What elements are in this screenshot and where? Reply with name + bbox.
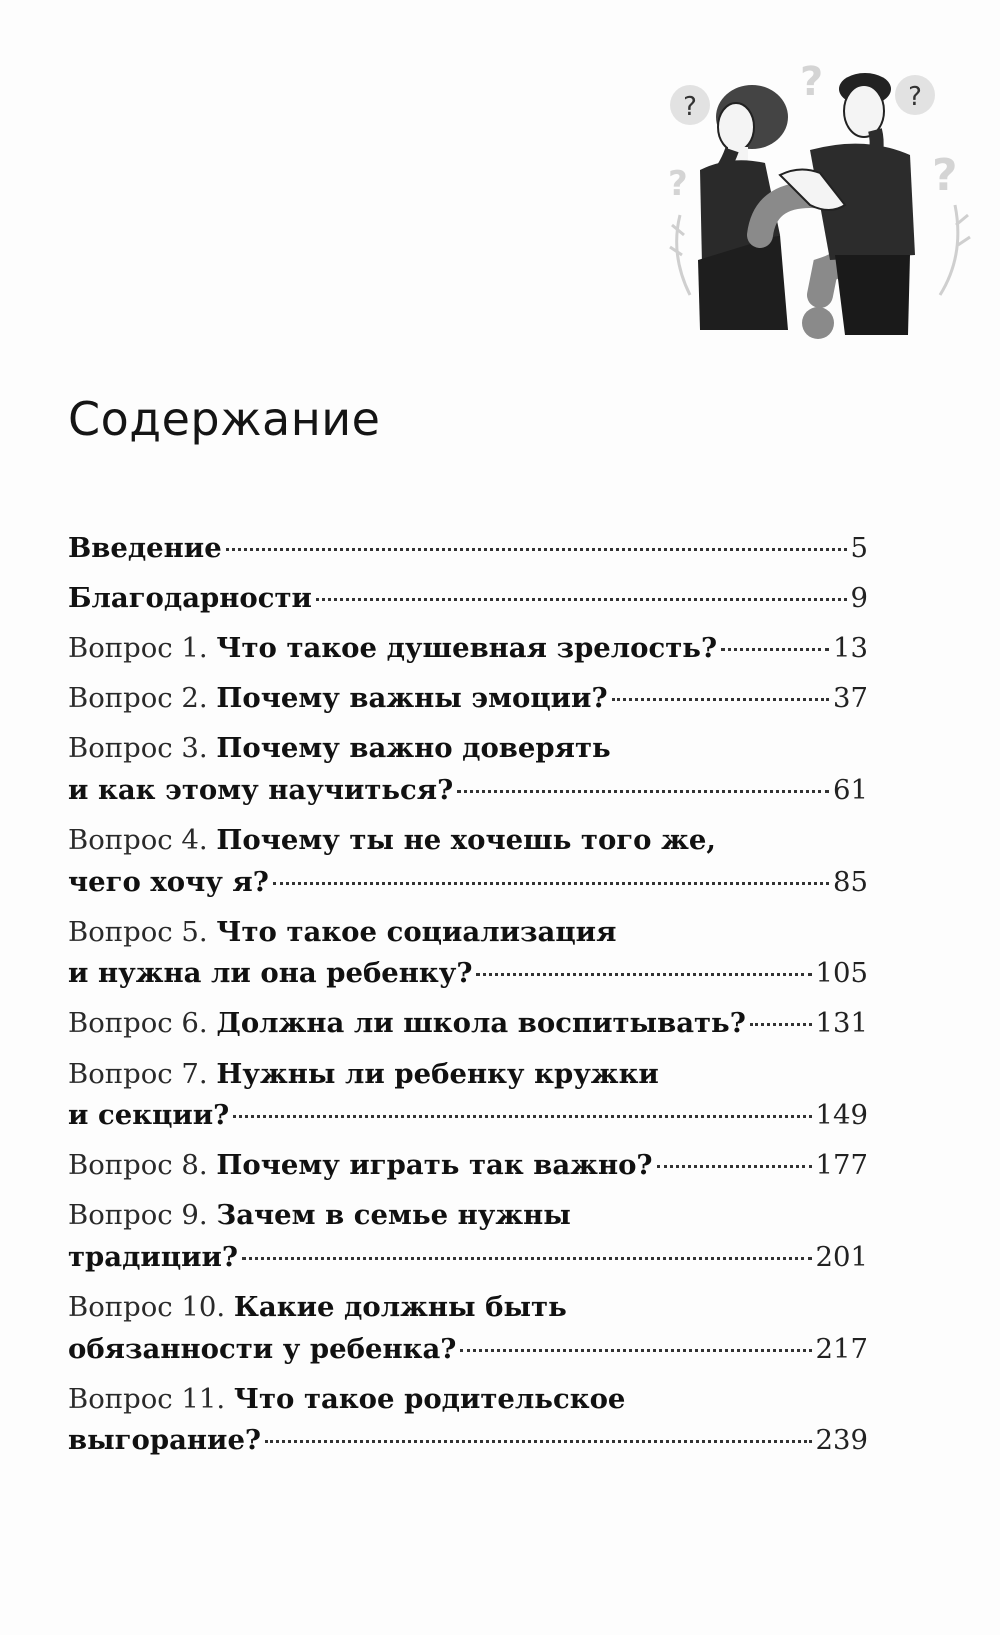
toc-entry-line — [68, 912, 868, 954]
question-number: Вопрос 7. — [68, 1057, 208, 1090]
page-number: 105 — [815, 957, 868, 990]
entry-title: Зачем в семье нужны — [216, 1199, 571, 1232]
dot-leader — [233, 1115, 811, 1118]
toc-entry — [68, 1054, 868, 1137]
entry-title: Благодарности — [68, 582, 312, 615]
toc-entry-line — [68, 1287, 868, 1329]
toc-entry-line — [68, 528, 868, 570]
entry-title: Что такое социализация — [216, 915, 617, 948]
question-number: Вопрос 3. — [68, 732, 208, 765]
toc-entry — [68, 1145, 868, 1187]
page-number: 13 — [833, 632, 868, 665]
toc-entry-line — [68, 1003, 868, 1045]
page-number: 85 — [833, 865, 868, 898]
toc-entry-line — [68, 1379, 868, 1421]
entry-title: Нужны ли ребенку кружки — [216, 1057, 659, 1090]
entry-title-continued: и нужна ли она ребенку? — [68, 957, 473, 990]
dot-leader — [721, 648, 829, 651]
dot-leader — [476, 973, 811, 976]
toc-entry-line — [68, 1329, 868, 1371]
toc-entry-line — [68, 628, 868, 670]
toc-entry — [68, 628, 868, 670]
page-number: 201 — [815, 1240, 868, 1273]
dot-leader — [750, 1023, 812, 1026]
question-number: Вопрос 4. — [68, 824, 208, 857]
toc-entry-line — [68, 578, 868, 620]
toc-entry-line — [68, 1195, 868, 1237]
question-number: Вопрос 8. — [68, 1149, 208, 1182]
toc-entry-line — [68, 1095, 868, 1137]
toc-entry — [68, 528, 868, 570]
two-people-thinking-illustration — [670, 55, 970, 355]
dot-leader — [242, 1257, 811, 1260]
dot-leader — [265, 1440, 811, 1443]
question-mark-small-icon: ? — [800, 59, 824, 105]
question-mark-small-icon: ? — [668, 164, 688, 204]
entry-title: Должна ли школа воспитывать? — [216, 1007, 746, 1040]
page-number: 217 — [815, 1332, 868, 1365]
table-of-contents — [68, 528, 868, 1470]
dot-leader — [273, 882, 829, 885]
toc-entry — [68, 1195, 868, 1278]
question-bubble-right-icon — [895, 75, 935, 115]
question-mark-small-icon: ? — [932, 150, 958, 201]
question-number: Вопрос 1. — [68, 632, 208, 665]
entry-title-continued: и как этому научиться? — [68, 773, 454, 806]
toc-entry — [68, 1287, 868, 1370]
toc-entry-line — [68, 728, 868, 770]
question-number: Вопрос 2. — [68, 682, 208, 715]
dot-leader — [457, 790, 829, 793]
entry-title: Что такое душевная зрелость? — [216, 632, 718, 665]
page-number: 5 — [850, 532, 868, 564]
question-number: Вопрос 9. — [68, 1199, 208, 1232]
entry-title-continued: традиции? — [68, 1240, 239, 1273]
dot-leader — [316, 598, 847, 601]
entry-title-continued: выгорание? — [68, 1424, 262, 1457]
toc-entry-line — [68, 1420, 868, 1462]
toc-entry-line — [68, 678, 868, 720]
entry-title: Какие должны быть — [233, 1291, 567, 1323]
question-number: Вопрос 11. — [68, 1382, 226, 1415]
toc-entry — [68, 1379, 868, 1462]
entry-title: Почему играть так важно? — [216, 1149, 653, 1182]
toc-entry-line — [68, 770, 868, 812]
question-bubble-left-icon — [670, 85, 710, 125]
entry-title: Введение — [68, 532, 222, 564]
toc-entry-line — [68, 1054, 868, 1096]
toc-entry-line — [68, 1145, 868, 1187]
dot-leader — [460, 1349, 811, 1352]
question-number: Вопрос 5. — [68, 915, 208, 948]
dot-leader — [657, 1165, 812, 1168]
toc-entry-line — [68, 820, 868, 862]
page-number: 131 — [815, 1007, 868, 1040]
toc-entry-line — [68, 862, 868, 904]
page-number: 239 — [815, 1424, 868, 1457]
page-number: 177 — [815, 1149, 868, 1182]
svg-text:?: ? — [908, 82, 922, 112]
toc-entry — [68, 728, 868, 811]
toc-entry — [68, 678, 868, 720]
toc-entry — [68, 578, 868, 620]
entry-title-continued: и секции? — [68, 1099, 230, 1132]
question-number: Вопрос 10. — [68, 1291, 226, 1323]
entry-title-continued: обязанности у ребенка? — [68, 1332, 457, 1365]
dot-leader — [612, 698, 829, 701]
svg-text:?: ? — [683, 92, 697, 122]
entry-title: Почему важны эмоции? — [216, 682, 608, 715]
toc-entry — [68, 912, 868, 995]
dot-leader — [226, 548, 847, 551]
page-number: 149 — [815, 1099, 868, 1132]
page-number: 9 — [850, 582, 868, 615]
toc-entry — [68, 820, 868, 903]
entry-title: Почему важно доверять — [216, 732, 611, 765]
question-number: Вопрос 6. — [68, 1007, 208, 1040]
toc-entry — [68, 1003, 868, 1045]
toc-entry-line — [68, 1237, 868, 1279]
page-number: 37 — [833, 682, 868, 715]
page-title: Содержание — [68, 392, 381, 446]
toc-entry-line — [68, 953, 868, 995]
entry-title: Почему ты не хочешь того же, — [216, 824, 716, 857]
entry-title: Что такое родительское — [233, 1382, 626, 1415]
page-number: 61 — [833, 773, 868, 806]
entry-title-continued: чего хочу я? — [68, 865, 269, 898]
